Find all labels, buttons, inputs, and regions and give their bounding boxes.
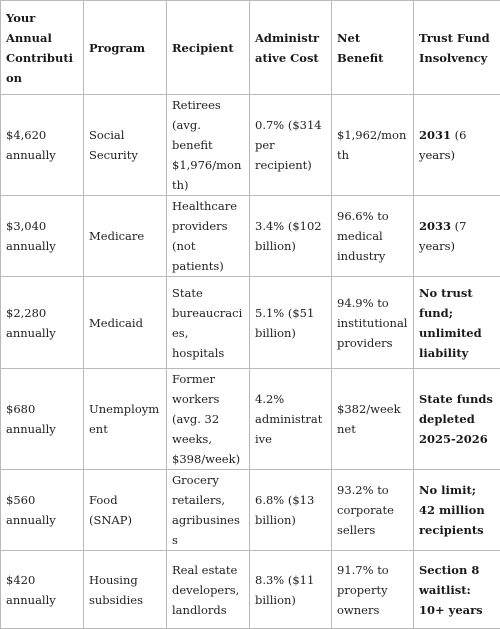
net-benefit-cell: 93.2% to corporate sellers [332,470,414,551]
admin-cost-cell: 0.7% ($314 per recipient) [250,95,332,196]
program-cell: Social Security [84,95,167,196]
contribution-cell: $560 annually [1,470,84,551]
recipient-cell: Grocery retailers, agribusiness [167,470,250,551]
header-contribution: Your Annual Contribution [1,1,84,95]
recipient-cell: Retirees (avg. benefit $1,976/month) [167,95,250,196]
insolvency-cell [414,369,500,470]
table-row [1,551,500,629]
header-insolvency: Trust Fund Insolvency [414,1,500,95]
program-cell: Medicaid [84,277,167,369]
table-row [1,369,500,470]
table-row [1,95,500,196]
header-net-benefit: Net Benefit [332,1,414,95]
insolvency-cell [414,196,500,277]
insolvency-cell [414,277,500,369]
insolvency-cell [414,551,500,629]
table-row [1,470,500,551]
net-benefit-cell: $382/week net [332,369,414,470]
net-benefit-cell: 91.7% to property owners [332,551,414,629]
admin-cost-cell: 5.1% ($51 billion) [250,277,332,369]
net-benefit-cell: 96.6% to medical industry [332,196,414,277]
recipient-cell: State bureaucracies, hospitals [167,277,250,369]
admin-cost-cell: 8.3% ($11 billion) [250,551,332,629]
insolvency-emphasis: No limit; 42 million recipients [419,483,485,537]
recipient-cell: Former workers (avg. 32 weeks, $398/week) [167,369,250,470]
program-cell: Food (SNAP) [84,470,167,551]
recipient-cell: Real estate developers, landlords [167,551,250,629]
insolvency-emphasis: 2033 [419,219,451,233]
insolvency-emphasis: No trust fund; unlimited liability [419,286,482,360]
table-row [1,277,500,369]
contribution-cell: $3,040 annually [1,196,84,277]
header-program: Program [84,1,167,95]
contribution-cell: $420 annually [1,551,84,629]
program-cell: Housing subsidies [84,551,167,629]
program-cell: Medicare [84,196,167,277]
table-row [1,196,500,277]
admin-cost-cell: 4.2% administrative [250,369,332,470]
header-recipient: Recipient [167,1,250,95]
header-row [1,1,500,95]
header-admin-cost: Administrative Cost [250,1,332,95]
contribution-cell: $680 annually [1,369,84,470]
net-benefit-cell: 94.9% to institutional providers [332,277,414,369]
insolvency-note: (6 years) [419,128,466,162]
contribution-cell: $2,280 annually [1,277,84,369]
insolvency-cell [414,470,500,551]
insolvency-emphasis: Section 8 waitlist: 10+ years [419,563,483,617]
insolvency-note: (7 years) [419,219,466,253]
insolvency-emphasis: State funds depleted 2025-2026 [419,392,493,446]
insolvency-cell [414,95,500,196]
net-benefit-cell: $1,962/month [332,95,414,196]
contribution-cell: $4,620 annually [1,95,84,196]
recipient-cell: Healthcare providers (not patients) [167,196,250,277]
program-cell: Unemployment [84,369,167,470]
insolvency-emphasis: 2031 [419,128,451,142]
admin-cost-cell: 6.8% ($13 billion) [250,470,332,551]
admin-cost-cell: 3.4% ($102 billion) [250,196,332,277]
